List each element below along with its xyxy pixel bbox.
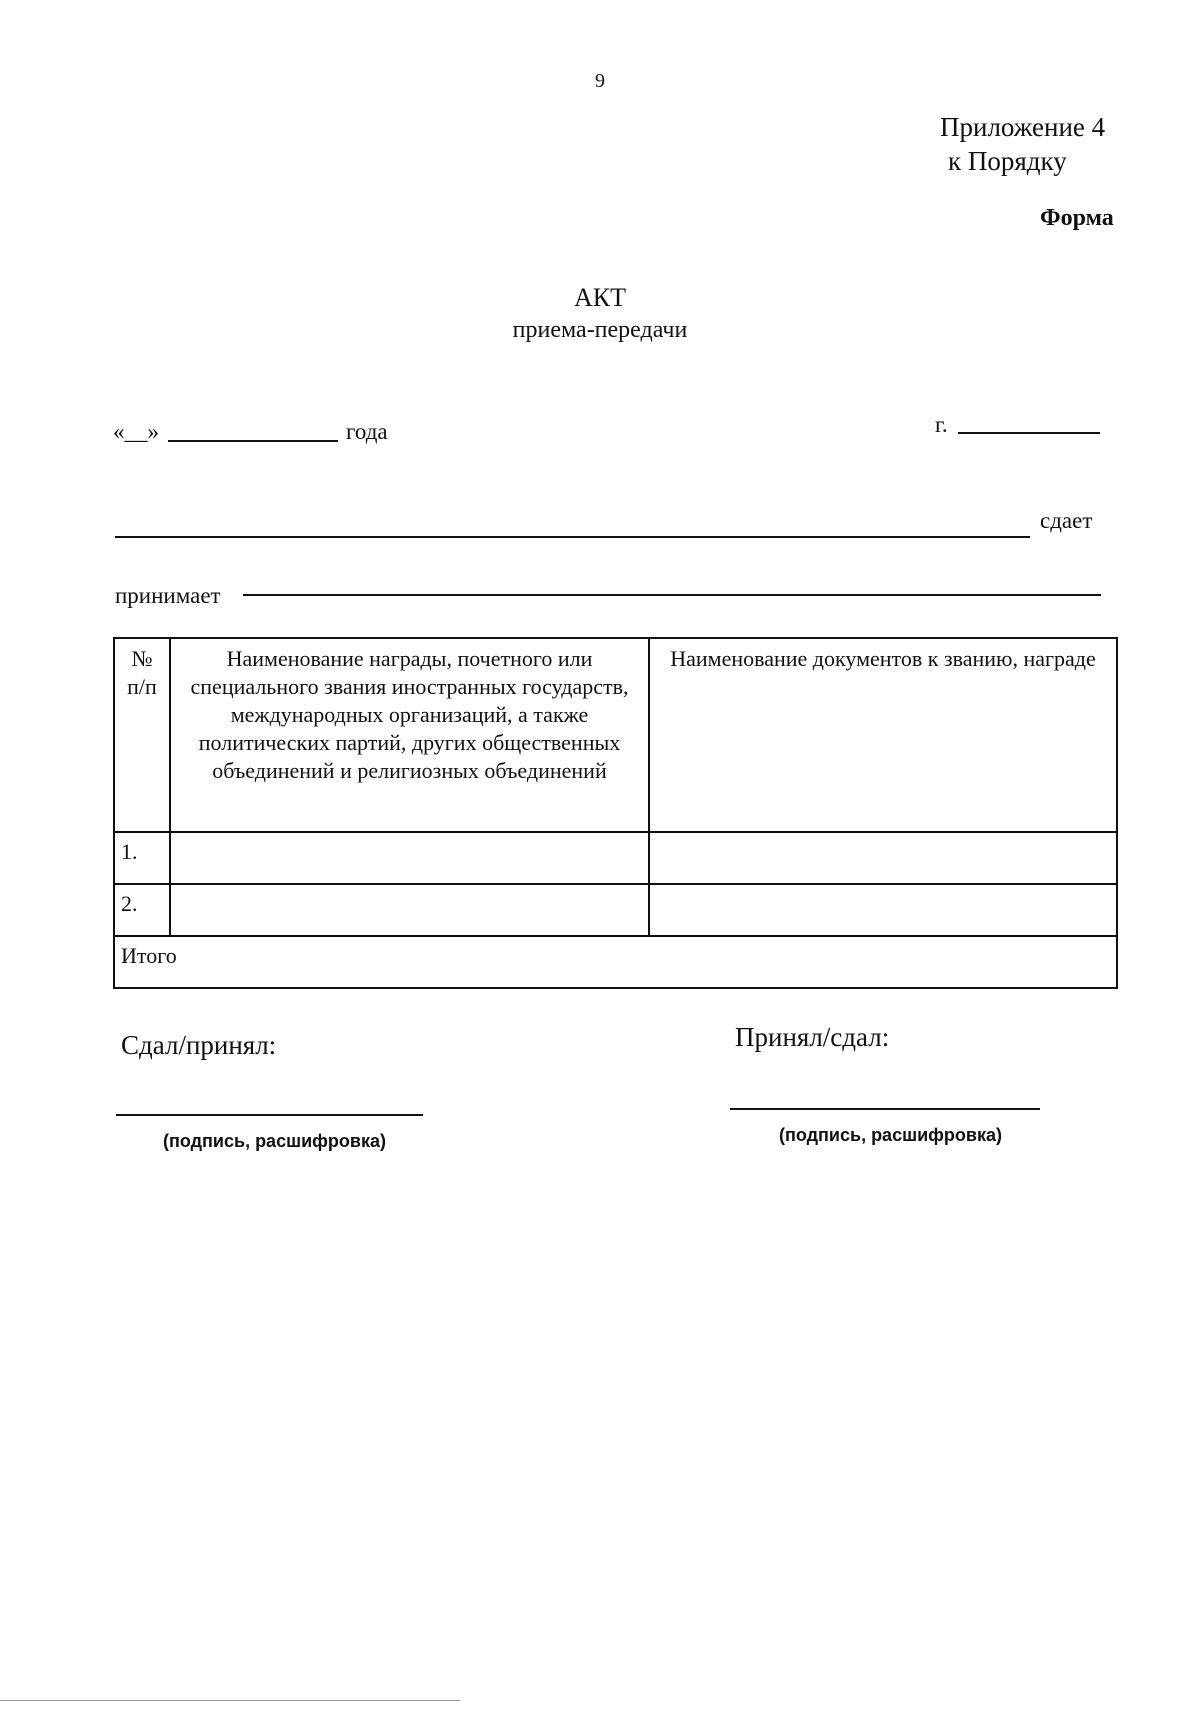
header-num: № п/п [114, 638, 170, 832]
appendix-line-2: к Порядку [948, 146, 1067, 176]
year-word: года [346, 419, 388, 444]
table-total-row [114, 936, 1117, 988]
right-signature-hint: (подпись, расшифровка) [779, 1125, 1002, 1145]
left-signature-hint: (подпись, расшифровка) [163, 1131, 386, 1151]
city-prefix: г. [935, 412, 948, 437]
row-award-cell[interactable] [170, 832, 649, 884]
date-day-field[interactable]: «__» [113, 419, 159, 444]
appendix-line-1: Приложение 4 [940, 112, 1106, 142]
header-award: Наименование награды, почетного или специального звания иностранных государств, международных организаций, а также политических партий, других общественных объединений и религиозных объединений [170, 638, 649, 832]
accepts-label: принимает [115, 583, 221, 608]
form-label: Форма [1040, 205, 1114, 231]
gives-label: сдает [1040, 508, 1093, 533]
right-signature-title: Принял/сдал: [735, 1022, 890, 1052]
title-sub: приема-передачи [512, 317, 688, 343]
row-award-cell[interactable] [170, 884, 649, 936]
document-title [0, 282, 1200, 346]
table-header-row [114, 638, 1117, 832]
giver-line[interactable] [115, 536, 1030, 538]
date-month-line[interactable] [168, 440, 338, 442]
receiver-line[interactable] [243, 594, 1101, 596]
right-signature-line[interactable] [730, 1108, 1040, 1110]
appendix-header [940, 110, 1105, 178]
transfer-table [113, 637, 1118, 989]
row-docs-cell[interactable] [649, 884, 1117, 936]
left-signature-line[interactable] [116, 1114, 423, 1116]
row-num: 1. [114, 832, 170, 884]
left-signature-title: Сдал/принял: [121, 1030, 277, 1060]
header-docs: Наименование документов к званию, награде [649, 638, 1117, 832]
table-row [114, 832, 1117, 884]
total-label: Итого [114, 936, 1117, 988]
title-main: АКТ [574, 283, 626, 312]
city-line[interactable] [958, 432, 1100, 434]
row-num: 2. [114, 884, 170, 936]
table-row [114, 884, 1117, 936]
footer-divider [0, 1700, 460, 1701]
row-docs-cell[interactable] [649, 832, 1117, 884]
page-number: 9 [595, 70, 605, 92]
